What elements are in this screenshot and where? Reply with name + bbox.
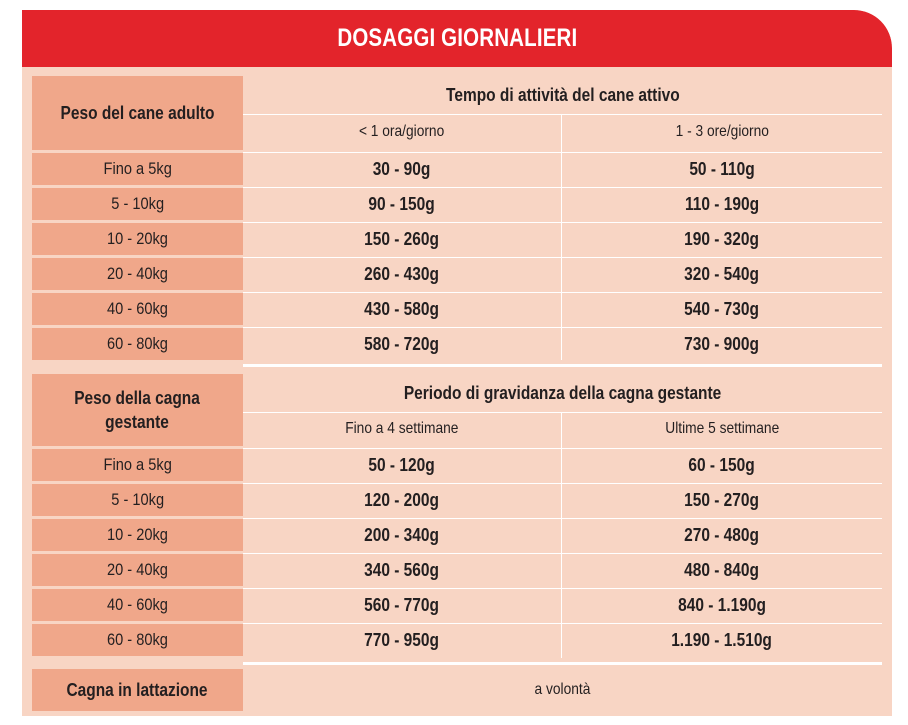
pregnant-weight-header: Peso della cagna gestante [32,374,243,446]
weight-cell: Fino a 5kg [32,449,243,481]
dose-cell: 480 - 840g [684,559,760,580]
dose-cell: 90 - 150g [368,193,436,214]
dose-cell: 200 - 340g [364,524,440,545]
weight-cell: 5 - 10kg [32,484,243,516]
grid-line [243,518,882,519]
dose-cell: 840 - 1.190g [678,594,766,615]
dose-cell: 190 - 320g [684,228,760,249]
grid-line [243,222,882,223]
grid-line [243,292,882,293]
activity-col2-header: 1 - 3 ore/giorno [675,123,769,140]
dose-cell: 150 - 260g [364,228,440,249]
grid-line [243,187,882,188]
dose-cell: 60 - 150g [688,454,756,475]
dose-cell: 270 - 480g [684,524,760,545]
weight-cell: 40 - 60kg [32,589,243,621]
dose-cell: 560 - 770g [364,594,440,615]
weight-cell: 5 - 10kg [32,188,243,220]
page-title: DOSAGGI GIORNALIERI [336,24,578,52]
weight-cell: 20 - 40kg [32,554,243,586]
pregnancy-period-header: Periodo di gravidanza della cagna gestante [403,382,722,403]
dose-cell: 770 - 950g [364,629,440,650]
dose-cell: 730 - 900g [684,333,760,354]
weight-cell: 10 - 20kg [32,223,243,255]
lactating-header: Cagna in lattazione [32,669,243,711]
dose-cell: 540 - 730g [684,298,760,319]
weight-cell: 60 - 80kg [32,624,243,656]
dose-cell: 1.190 - 1.510g [671,629,773,650]
dose-cell: 340 - 560g [364,559,440,580]
grid-line [243,152,882,153]
adult-weight-header: Peso del cane adulto [32,76,243,150]
grid-line [243,623,882,624]
dose-cell: 50 - 120g [368,454,436,475]
dose-cell: 30 - 90g [373,158,431,179]
dose-cell: 320 - 540g [684,263,760,284]
section-divider [243,364,882,367]
dose-cell: 580 - 720g [364,333,440,354]
dose-cell: 110 - 190g [684,193,760,214]
weight-cell: Fino a 5kg [32,153,243,185]
weight-cell: 40 - 60kg [32,293,243,325]
dose-cell: 50 - 110g [689,158,755,179]
weight-cell: 20 - 40kg [32,258,243,290]
grid-line [243,448,882,449]
dose-cell: 260 - 430g [364,263,440,284]
pregnancy-col2-header: Ultime 5 settimane [665,420,779,437]
section-divider [243,662,882,665]
activity-col1-header: < 1 ora/giorno [359,123,445,140]
lactating-value: a volontà [534,681,591,698]
grid-line [243,257,882,258]
pregnancy-col1-header: Fino a 4 settimane [345,420,459,437]
activity-time-header: Tempo di attività del cane attivo [445,84,680,105]
dosage-card [22,10,892,716]
title-bar [22,10,892,67]
dose-cell: 430 - 580g [364,298,440,319]
weight-cell: 10 - 20kg [32,519,243,551]
grid-line [243,327,882,328]
dose-cell: 150 - 270g [684,489,760,510]
dose-cell: 120 - 200g [364,489,440,510]
weight-cell: 60 - 80kg [32,328,243,360]
grid-line [243,412,882,413]
grid-line [243,114,882,115]
grid-line [243,588,882,589]
grid-line [243,483,882,484]
grid-line [243,553,882,554]
